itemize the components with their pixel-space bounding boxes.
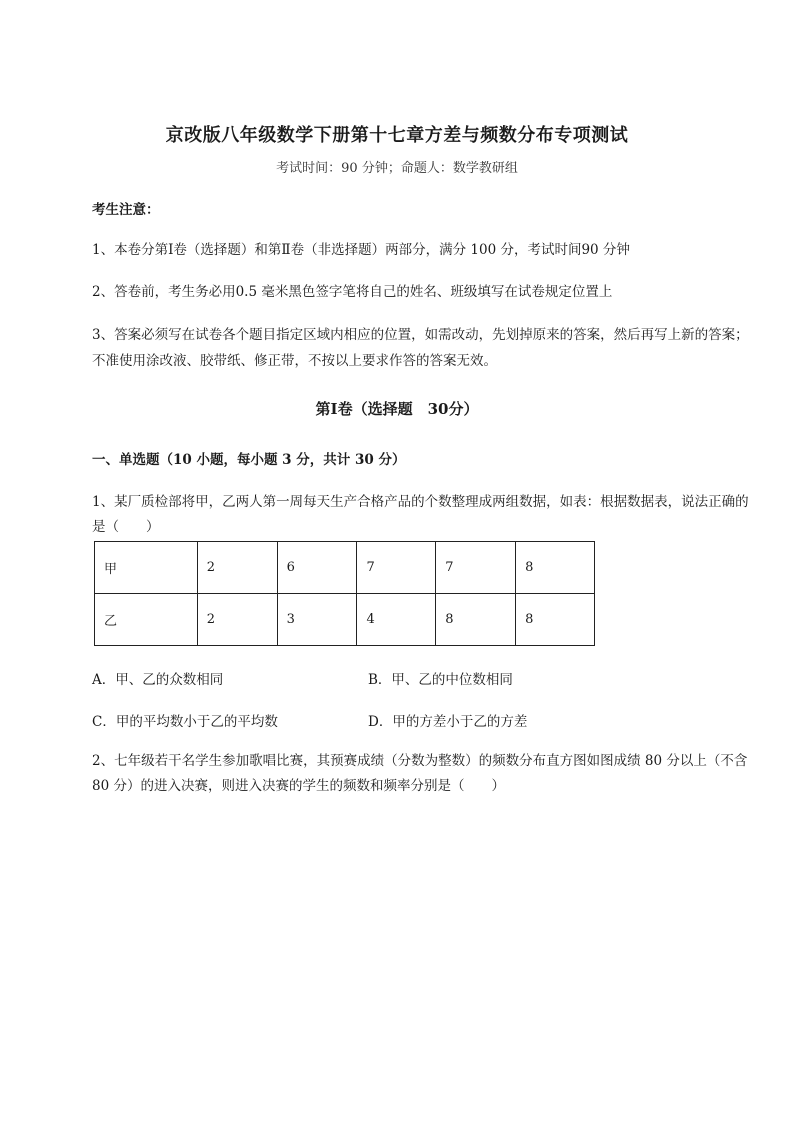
table-cell: 2 [197,594,277,646]
table-cell: 7 [357,542,436,594]
table-cell: 8 [516,594,595,646]
notice-heading: 考生注意： [92,202,160,218]
question-1-option-b[interactable]: B．甲、乙的中位数相同 [368,672,513,688]
table-cell: 6 [277,542,357,594]
question-1-table [94,541,595,646]
question-1-option-d[interactable]: D．甲的方差小于乙的方差 [368,714,528,730]
question-1-option-a[interactable]: A．甲、乙的众数相同 [92,672,224,688]
exam-title: 京改版八年级数学下册第十七章方差与频数分布专项测试 [165,125,629,146]
section-title: 第Ⅰ卷（选择题 30分） [315,400,479,418]
table-cell: 甲 [95,542,198,594]
question-2-text: 2、七年级若干名学生参加歌唱比赛，其预赛成绩（分数为整数）的频数分布直方图如图成绩 80 分以上（不含 80 分）的进入决赛，则进入决赛的学生的频数和频率分别是（ ） [92,753,748,794]
exam-subtitle: 考试时间：90 分钟；命题人：数学教研组 [276,161,518,176]
table-row [95,594,595,646]
question-1-option-c[interactable]: C．甲的平均数小于乙的平均数 [92,714,278,730]
table-cell: 乙 [95,594,198,646]
part-title: 一、单选题（10 小题，每小题 3 分，共计 30 分） [92,452,406,468]
table-cell: 8 [436,594,516,646]
notice-item-3: 3、答案必须写在试卷各个题目指定区域内相应的位置，如需改动，先划掉原来的答案，然后再写上新的答案；不准使用涂改液、胶带纸、修正带，不按以上要求作答的答案无效。 [92,327,749,369]
table-cell: 8 [516,542,595,594]
table-cell: 2 [197,542,277,594]
table-cell: 3 [277,594,357,646]
table-cell: 7 [436,542,516,594]
table-cell: 4 [357,594,436,646]
notice-item-2: 2、答卷前，考生务必用0.5 毫米黑色签字笔将自己的姓名、班级填写在试卷规定位置上 [92,284,613,300]
notice-item-1: 1、本卷分第Ⅰ卷（选择题）和第Ⅱ卷（非选择题）两部分，满分 100 分，考试时间90 分钟 [92,242,630,258]
question-1-text: 1、某厂质检部将甲，乙两人第一周每天生产合格产品的个数整理成两组数据，如表：根据数据表，说法正确的是（ ） [92,494,749,535]
table-row [95,542,595,594]
